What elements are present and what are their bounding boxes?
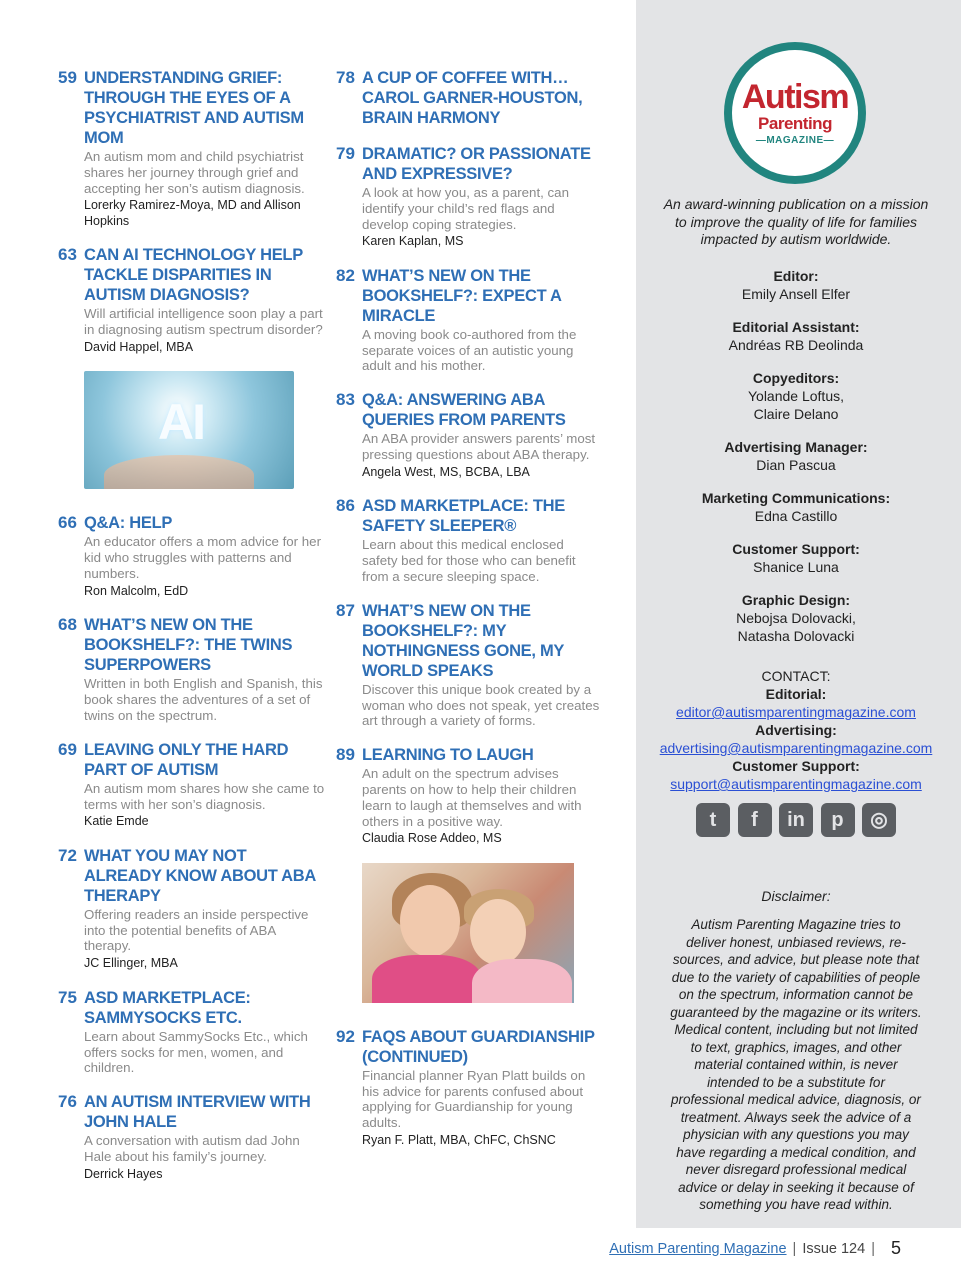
article-title[interactable]: UNDERSTANDING GRIEF: THROUGH THE EYES OF A PSYCHIATRIST AND AUTISM MOM <box>84 69 304 147</box>
toc-entry[interactable] <box>58 1092 326 1182</box>
article-description: Discover this unique book created by a woman who does not speak, yet creates art through a variety of forms. <box>362 681 600 729</box>
article-title[interactable]: LEARNING TO LAUGH <box>362 746 534 765</box>
entry-body <box>84 988 326 1076</box>
toc-entry[interactable] <box>336 601 602 729</box>
article-title[interactable]: WHAT’S NEW ON THE BOOKSHELF?: THE TWINS SUPERPOWERS <box>84 616 293 675</box>
advertising-label: Advertising: <box>755 722 837 738</box>
ai-hand-photo <box>84 371 294 489</box>
editorial-label: Editorial: <box>765 686 827 702</box>
toc-entry[interactable] <box>58 615 326 723</box>
instagram-icon[interactable]: ◎ <box>862 803 896 837</box>
staff-group <box>646 438 946 474</box>
support-label: Customer Support: <box>732 758 860 774</box>
entry-body <box>362 496 602 584</box>
staff-name: Dian Pascua <box>756 457 836 473</box>
footer-separator: | <box>792 1240 797 1257</box>
disclaimer-text: Autism Parenting Magazine tries to deliver honest, unbiased reviews, re-sources, and advice, but please note that due to the variety of capabilities of people on the spectrum, information cannot be guaranteed by the magazine or its writers. Medical content, including but not limited to text, graphics, images, and other material contained within, is never intended to be a substitute for professional medical advice, diagnosis, or treatment. Always seek the advice of a physician with any questions you may have regarding a medical condition, and never disregard professional medical advice or delay in seeking it because of something you have read within. <box>670 917 922 1212</box>
article-author: Ron Malcolm, EdD <box>84 583 189 598</box>
staff-role: Advertising Manager: <box>724 439 868 455</box>
page-number-label: 59 <box>58 68 77 87</box>
article-description: Learn about SammySocks Etc., which offers socks for men, women, and children. <box>84 1028 308 1076</box>
page-footer <box>609 1238 901 1259</box>
staff-name: Yolande Loftus, <box>747 388 844 404</box>
entry-body <box>84 68 326 229</box>
page-number-label: 92 <box>336 1026 355 1046</box>
staff-role: Editor: <box>773 268 819 284</box>
staff-role: Editorial Assistant: <box>732 319 860 335</box>
article-description: A look at how you, as a parent, can identify your child’s red flags and develop coping strategies. <box>362 185 569 232</box>
staff-group <box>646 267 946 303</box>
article-title[interactable]: CAN AI TECHNOLOGY HELP TACKLE DISPARITIES IN AUTISM DIAGNOSIS? <box>84 246 303 305</box>
entry-body <box>84 846 326 972</box>
mother-daughter-photo <box>362 863 574 1003</box>
daughter-shirt <box>472 959 572 1003</box>
entry-body <box>362 601 602 729</box>
toc-left-bottom <box>58 513 326 1182</box>
article-author: Karen Kaplan, MS <box>362 234 464 249</box>
entry-body <box>362 1027 602 1149</box>
page-number-label: 69 <box>58 739 77 759</box>
facebook-icon[interactable]: f <box>738 803 772 837</box>
article-description: An educator offers a mom advice for her kid who struggles with patterns and numbers. <box>84 534 322 582</box>
page-number-label: 79 <box>336 144 355 163</box>
page-number-label: 89 <box>336 745 355 765</box>
footer-separator: | <box>871 1240 875 1257</box>
article-author: Lorerky Ramirez-Moya, MD and Allison Hopkins <box>84 198 301 228</box>
twitter-icon[interactable]: t <box>696 803 730 837</box>
toc-entry[interactable] <box>58 846 326 972</box>
toc-middle-column <box>336 68 602 1165</box>
toc-entry[interactable] <box>58 68 326 229</box>
entry-body <box>362 266 602 374</box>
article-author: David Happel, MBA <box>84 339 194 354</box>
article-description: Learn about this medical enclosed safety bed for those who can benefit from a secure sleeping space. <box>362 537 576 584</box>
article-description: A moving book co-authored from the separate voices of an autistic young adult and his mother. <box>362 326 577 374</box>
page-number-label: 68 <box>58 615 77 635</box>
entry-body <box>84 245 326 355</box>
article-title[interactable]: AN AUTISM INTERVIEW WITH JOHN HALE <box>84 1093 311 1132</box>
magazine-logo <box>724 42 866 184</box>
ai-hologram-text: AI <box>158 394 204 451</box>
article-description: A conversation with autism dad John Hale about his family’s journey. <box>84 1133 300 1164</box>
staff-group <box>646 318 946 354</box>
linkedin-icon[interactable]: in <box>779 803 813 837</box>
article-description: Financial planner Ryan Platt builds on his advice for parents confused about applying for Guardianship for young adults. <box>362 1067 586 1131</box>
entry-body <box>84 513 326 599</box>
contact-heading: CONTACT: <box>761 668 831 684</box>
tagline: An award-winning publication on a mission to improve the quality of life for families impacted by autism worldwide. <box>663 196 929 247</box>
support-email-link[interactable]: support@autismparentingmagazine.com <box>670 776 922 792</box>
footer-magazine-link[interactable]: Autism Parenting Magazine <box>609 1240 787 1257</box>
article-description: Written in both English and Spanish, this book shares the adventures of a set of twins on the spectrum. <box>84 676 323 723</box>
page-number-label: 72 <box>58 845 77 865</box>
toc-entry[interactable] <box>336 1027 602 1149</box>
masthead-sidebar <box>636 0 961 1228</box>
toc-entry[interactable] <box>336 745 602 847</box>
entry-body <box>362 390 602 480</box>
article-author: JC Ellinger, MBA <box>84 956 178 971</box>
entry-body <box>84 1092 326 1182</box>
staff-role: Marketing Communications: <box>701 490 891 506</box>
toc-entry[interactable] <box>58 988 326 1076</box>
page-number-label: 66 <box>58 513 77 533</box>
toc-entry[interactable] <box>336 68 602 128</box>
article-description: Will artificial intelligence soon play a part in diagnosing autism spectrum disorder? <box>84 306 323 338</box>
article-title[interactable]: WHAT YOU MAY NOT ALREADY KNOW ABOUT ABA THERAPY <box>84 846 316 905</box>
logo-word-autism: Autism <box>741 78 849 116</box>
staff-name: Andréas RB Deolinda <box>728 337 864 353</box>
toc-left-column <box>58 68 326 1198</box>
article-title[interactable]: ASD MARKETPLACE: THE SAFETY SLEEPER® <box>362 497 565 536</box>
article-title[interactable]: A CUP OF COFFEE WITH… CAROL GARNER-HOUSTON, BRAIN HARMONY <box>362 69 583 127</box>
entry-body <box>84 740 326 830</box>
staff-group <box>646 591 946 645</box>
toc-entry[interactable] <box>58 740 326 830</box>
article-author: Claudia Rose Addeo, MS <box>362 831 502 846</box>
article-title[interactable]: WHAT’S NEW ON THE BOOKSHELF?: MY NOTHINGNESS GONE, MY WORLD SPEAKS <box>362 601 564 680</box>
article-description: An adult on the spectrum advises parents on how to help their children learn to laugh at themselves and with others in a positive way. <box>362 766 582 829</box>
page-number-label: 83 <box>336 390 355 410</box>
toc-middle-top <box>336 68 602 847</box>
footer-issue: Issue 124 <box>802 1240 866 1257</box>
article-description: An autism mom and child psychiatrist shares her journey through grief and accepting her son’s autism diagnosis. <box>84 149 305 196</box>
page-number-label: 78 <box>336 68 355 87</box>
page-number-label: 86 <box>336 496 355 516</box>
logo-inner <box>732 50 858 176</box>
entry-body <box>362 68 602 128</box>
page-number-label: 75 <box>58 987 77 1007</box>
toc-entry[interactable] <box>336 390 602 480</box>
entry-body <box>362 745 602 847</box>
article-title[interactable]: DRAMATIC? OR PASSIONATE AND EXPRESSIVE? <box>362 145 591 183</box>
pinterest-icon[interactable]: p <box>821 803 855 837</box>
social-icons <box>696 803 896 837</box>
page-number-label: 63 <box>58 245 77 265</box>
article-title[interactable]: LEAVING ONLY THE HARD PART OF AUTISM <box>84 740 289 779</box>
staff-name: Natasha Dolovacki <box>737 628 855 644</box>
staff-name: Edna Castillo <box>754 508 838 524</box>
page-number-label: 76 <box>58 1092 77 1112</box>
staff-role: Graphic Design: <box>741 592 851 608</box>
staff-name: Claire Delano <box>753 406 839 422</box>
entry-body <box>362 144 602 250</box>
staff-list <box>646 267 946 660</box>
staff-name: Emily Ansell Elfer <box>741 286 851 302</box>
article-author: Angela West, MS, BCBA, LBA <box>362 464 530 479</box>
daughter-face <box>470 899 526 965</box>
toc-entry[interactable] <box>336 266 602 374</box>
article-description: An ABA provider answers parents’ most pressing questions about ABA therapy. <box>362 431 596 463</box>
toc-middle-bottom <box>336 1027 602 1149</box>
staff-role: Customer Support: <box>732 541 860 557</box>
disclaimer-label: Disclaimer: <box>761 888 831 904</box>
mother-face <box>400 885 460 957</box>
staff-group <box>646 489 946 525</box>
page-number: 5 <box>890 1238 901 1258</box>
mother-shirt <box>372 955 482 1003</box>
contact-block <box>646 667 946 793</box>
article-description: Offering readers an inside perspective into the potential benefits of ABA therapy. <box>84 906 309 954</box>
staff-role: Copyeditors: <box>752 370 840 386</box>
toc-entry[interactable] <box>336 144 602 250</box>
staff-name: Nebojsa Dolovacki, <box>736 610 856 626</box>
article-author: Katie Emde <box>84 814 149 829</box>
toc-entry[interactable] <box>336 496 602 584</box>
article-title[interactable]: Q&A: ANSWERING ABA QUERIES FROM PARENTS <box>362 391 566 430</box>
staff-name: Shanice Luna <box>753 559 839 575</box>
toc-left-top <box>58 68 326 355</box>
article-title[interactable]: ASD MARKETPLACE: SAMMYSOCKS ETC. <box>84 988 251 1027</box>
advertising-email-link[interactable]: advertising@autismparentingmagazine.com <box>659 740 933 756</box>
editorial-email-link[interactable]: editor@autismparentingmagazine.com <box>676 704 916 720</box>
page-number-label: 87 <box>336 600 355 620</box>
article-description: An autism mom shares how she came to terms with her son’s diagnosis. <box>84 780 325 812</box>
toc-entry[interactable] <box>58 513 326 599</box>
page-number-label: 82 <box>336 265 355 285</box>
article-author: Derrick Hayes <box>84 1166 163 1181</box>
logo-word-magazine: —MAGAZINE— <box>755 135 835 146</box>
hand-shape <box>104 455 254 489</box>
article-title[interactable]: FAQS ABOUT GUARDIANSHIP (CONTINUED) <box>362 1027 595 1066</box>
article-title[interactable]: Q&A: HELP <box>84 514 173 533</box>
logo-word-parenting: Parenting <box>758 114 832 133</box>
article-title[interactable]: WHAT’S NEW ON THE BOOKSHELF?: EXPECT A MIRACLE <box>362 266 562 325</box>
staff-group <box>646 540 946 576</box>
entry-body <box>84 615 326 723</box>
toc-entry[interactable] <box>58 245 326 355</box>
staff-group <box>646 369 946 423</box>
article-author: Ryan F. Platt, MBA, ChFC, ChSNC <box>362 1133 556 1148</box>
